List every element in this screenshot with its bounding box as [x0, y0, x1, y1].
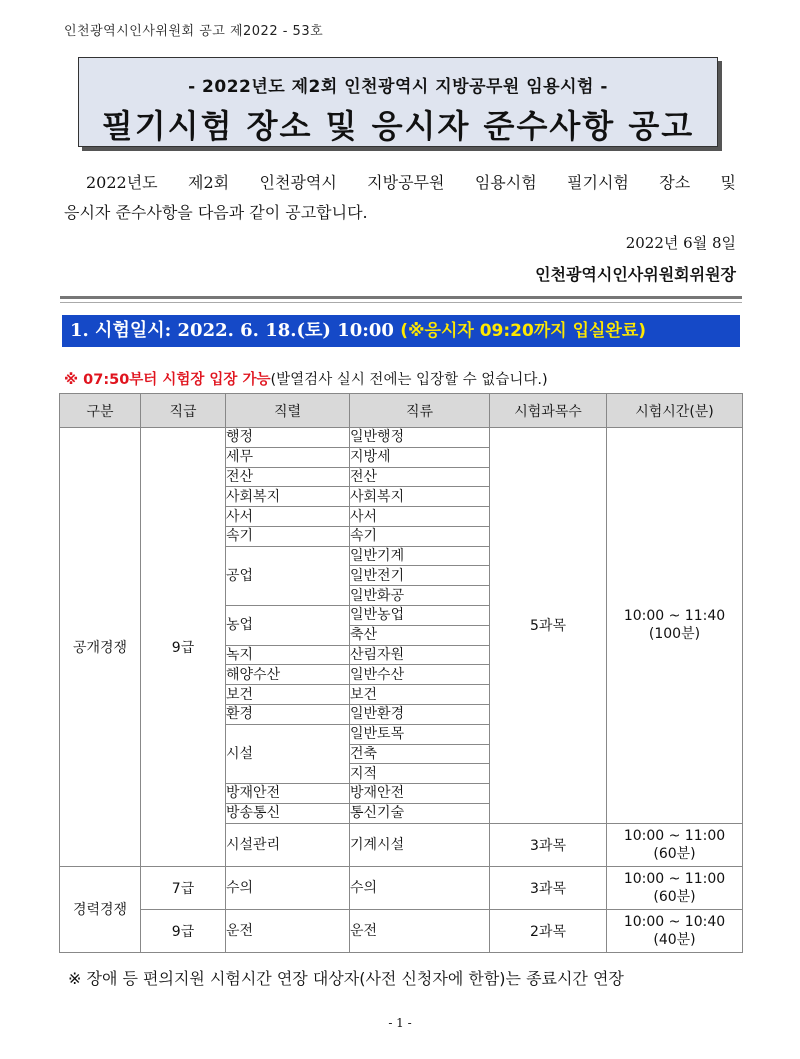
section-heading-text: 1. 시험일시: 2022. 6. 18.(토) 10:00 — [70, 320, 401, 341]
entry-note-rest: (발열검사 실시 전에는 입장할 수 없습니다.) — [270, 372, 548, 388]
title-box — [78, 57, 718, 147]
table-header-row — [60, 394, 743, 428]
section-heading-highlight: (※응시자 09:20까지 입실완료) — [400, 321, 647, 341]
announcement-date: 2022년 6월 8일 — [625, 234, 736, 252]
section-heading-exam-date — [62, 315, 740, 347]
page-number: - 1 - — [388, 1016, 412, 1030]
divider — [60, 296, 742, 299]
entry-note-mark: ※ 07:50부터 시험장 입장 가능 — [64, 372, 271, 388]
time-main-range: 10:00 ~ 11:40 — [623, 608, 726, 625]
class-cell: 일반농업 — [350, 606, 490, 626]
class-cell: 방재안전 — [350, 784, 490, 804]
series-cell: 농업 — [226, 606, 350, 646]
intro-paragraph — [64, 168, 736, 228]
series-cell: 환경 — [226, 704, 350, 724]
class-cell: 일반화공 — [350, 586, 490, 606]
subjects-facility: 3과목 — [490, 823, 607, 866]
series-cell: 공업 — [226, 546, 350, 605]
series-cell: 속기 — [226, 526, 350, 546]
class-cell: 건축 — [350, 744, 490, 764]
time-facility-range: 10:00 ~ 11:00 — [623, 827, 726, 844]
series-cell: 시설관리 — [226, 823, 350, 866]
class-cell: 축산 — [350, 625, 490, 645]
grade-career-7: 7급 — [141, 866, 226, 909]
grade-career-9: 9급 — [141, 909, 226, 952]
header-subjects: 시험과목수 — [490, 394, 607, 428]
time-facility-duration: (60분) — [653, 845, 696, 862]
time-facility — [607, 823, 743, 866]
series-cell: 사회복지 — [226, 487, 350, 507]
class-cell: 일반기계 — [350, 546, 490, 566]
header-series: 직렬 — [226, 394, 350, 428]
organization-signature: 인천광역시인사위원회위원장 — [535, 265, 736, 284]
series-cell: 방재안전 — [226, 784, 350, 804]
series-cell: 시설 — [226, 724, 350, 783]
series-cell: 행정 — [226, 428, 350, 448]
table-row — [60, 428, 743, 448]
time-career-7-duration: (60분) — [653, 888, 696, 905]
divider-thin — [60, 302, 742, 303]
class-cell: 지적 — [350, 764, 490, 784]
class-cell: 사서 — [350, 507, 490, 527]
series-cell: 보건 — [226, 685, 350, 705]
class-cell: 일반수산 — [350, 665, 490, 685]
category-open: 공개경쟁 — [60, 428, 141, 867]
class-cell: 산림자원 — [350, 645, 490, 665]
time-career-9-range: 10:00 ~ 10:40 — [623, 913, 726, 930]
time-main-duration: (100분) — [648, 626, 701, 643]
class-cell: 보건 — [350, 685, 490, 705]
header-time: 시험시간(분) — [607, 394, 743, 428]
notice-number: 인천광역시인사위원회 공고 제2022 - 53호 — [64, 24, 324, 39]
time-career-9 — [607, 909, 743, 952]
series-cell: 세무 — [226, 447, 350, 467]
series-cell: 방송통신 — [226, 803, 350, 823]
series-cell: 전산 — [226, 467, 350, 487]
series-cell: 해양수산 — [226, 665, 350, 685]
class-cell: 수의 — [350, 866, 490, 909]
class-cell: 일반전기 — [350, 566, 490, 586]
class-cell: 사회복지 — [350, 487, 490, 507]
entry-note — [64, 368, 548, 389]
title-subtitle: - 2022년도 제2회 인천광역시 지방공무원 임용시험 - — [188, 77, 608, 97]
class-cell: 일반토목 — [350, 724, 490, 744]
class-cell: 속기 — [350, 526, 490, 546]
class-cell: 일반행정 — [350, 428, 490, 448]
time-career-7-range: 10:00 ~ 11:00 — [623, 870, 726, 887]
footnote: ※ 장애 등 편의지원 시험시간 연장 대상자(사전 신청자에 한함)는 종료시간 연장 — [68, 969, 624, 988]
category-career: 경력경쟁 — [60, 866, 141, 952]
class-cell: 일반환경 — [350, 704, 490, 724]
intro-line-2: 응시자 준수사항을 다음과 같이 공고합니다. — [64, 203, 368, 222]
intro-line-1: 2022년도 제2회 인천광역시 지방공무원 임용시험 필기시험 장소 및 — [86, 173, 736, 192]
header-grade: 직급 — [141, 394, 226, 428]
class-cell: 통신기술 — [350, 803, 490, 823]
header-category: 구분 — [60, 394, 141, 428]
series-cell: 사서 — [226, 507, 350, 527]
time-main — [607, 428, 743, 824]
class-cell: 지방세 — [350, 447, 490, 467]
exam-schedule-table — [59, 393, 743, 953]
subjects-career-7: 3과목 — [490, 866, 607, 909]
class-cell: 전산 — [350, 467, 490, 487]
subjects-main: 5과목 — [490, 428, 607, 824]
title-main: 필기시험 장소 및 응시자 준수사항 공고 — [101, 107, 695, 145]
class-cell: 기계시설 — [350, 823, 490, 866]
grade-open: 9급 — [141, 428, 226, 867]
series-cell: 수의 — [226, 866, 350, 909]
series-cell: 운전 — [226, 909, 350, 952]
time-career-9-duration: (40분) — [653, 931, 696, 948]
subjects-career-9: 2과목 — [490, 909, 607, 952]
time-career-7 — [607, 866, 743, 909]
header-class: 직류 — [350, 394, 490, 428]
series-cell: 녹지 — [226, 645, 350, 665]
class-cell: 운전 — [350, 909, 490, 952]
